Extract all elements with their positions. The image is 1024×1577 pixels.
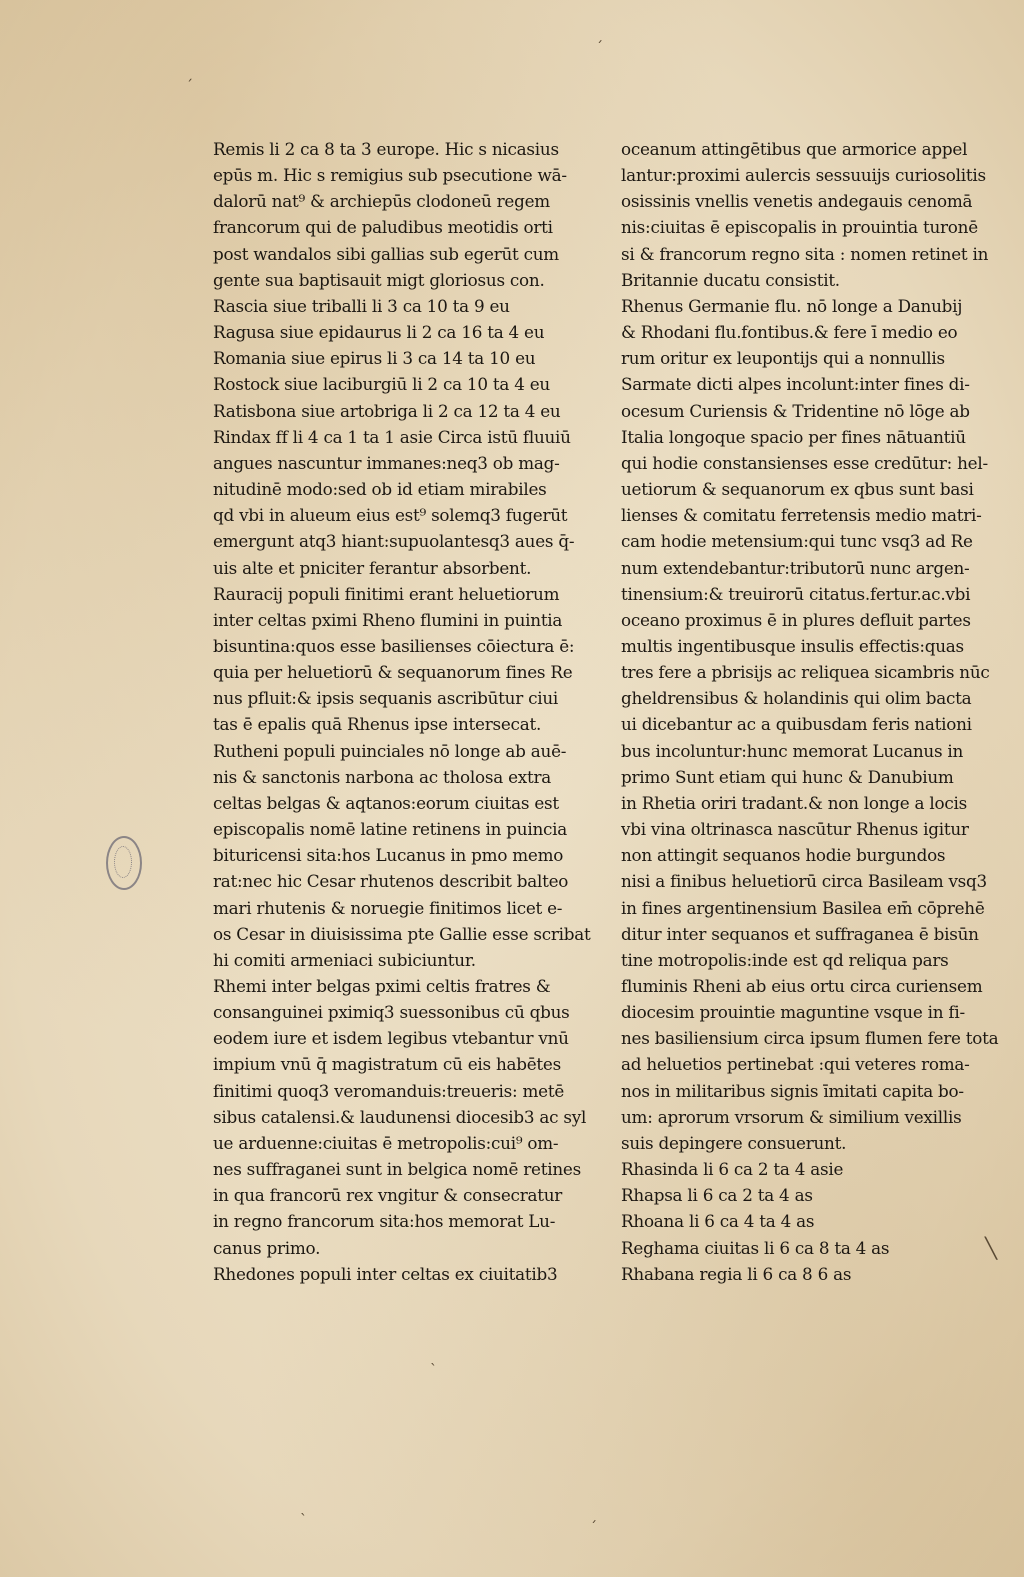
ink-speck: ˎ — [300, 1500, 307, 1516]
text-line: Remis li 2 ca 8 ta 3 europe. Hic s nicasius — [213, 139, 559, 159]
text-line: in Rhetia oriri tradant.& non longe a locis — [621, 792, 967, 813]
text-line: bituricensi sita:hos Lucanus in pmo memo — [213, 845, 564, 866]
text-line: francorum qui de paludibus meotidis orti — [213, 217, 553, 238]
text-line: ditur inter sequanos et suffraganea ē bisūn — [621, 923, 979, 944]
text-line: suis depingere consuerunt. — [621, 1132, 847, 1153]
text-line: Rhoana li 6 ca 4 ta 4 as — [621, 1211, 815, 1232]
text-line: um: aprorum vrsorum & similium vexillis — [621, 1106, 962, 1127]
text-line: celtas belgas & aqtanos:eorum ciuitas est — [213, 792, 559, 813]
text-line: os Cesar in diuisissima pte Gallie esse scribat — [213, 923, 591, 944]
text-line: Rutheni populi puinciales nō longe ab auē- — [213, 740, 567, 761]
text-line: nis:ciuitas ē episcopalis in prouintia turonē — [621, 217, 978, 238]
text-line: hi comiti armeniaci subiciuntur. — [213, 949, 476, 970]
text-line: nus pfluit:& ipsis sequanis ascribūtur ciui — [213, 688, 559, 709]
ink-speck: ˎ — [430, 1350, 437, 1366]
text-line: nes basiliensium circa ipsum flumen fere tota — [621, 1028, 999, 1049]
text-line: si & francorum regno sita : nomen retinet in — [621, 243, 989, 264]
text-line: quia per heluetiorū & sequanorum fines Re — [213, 662, 573, 683]
text-line: rum oritur ex leupontijs qui a nonnullis — [621, 348, 945, 369]
text-line: in qua francorū rex vngitur & consecratur — [213, 1185, 563, 1206]
text-line: lantur:proximi aulercis sessuuijs curiosolitis — [621, 165, 986, 186]
text-line: canus primo. — [213, 1237, 321, 1258]
text-line: consanguinei pximiq3 suessonibus cū qbus — [213, 1002, 570, 1023]
text-line: uetiorum & sequanorum ex qbus sunt basi — [621, 479, 974, 500]
text-line: Rascia siue triballi li 3 ca 10 ta 9 eu — [213, 295, 510, 316]
text-line: Rauracij populi finitimi erant heluetiorum — [213, 583, 560, 604]
text-line: diocesim prouintie maguntine vsque in fi- — [621, 1002, 965, 1023]
left-text-column — [213, 136, 591, 1287]
text-line: nes suffraganei sunt in belgica nomē retines — [213, 1159, 581, 1180]
text-line: in fines argentinensium Basilea em̄ cōprehē — [621, 897, 985, 918]
text-line: dalorū nat⁹ & archiepūs clodoneū regem — [213, 191, 550, 212]
text-line: sibus catalensi.& laudunensi diocesib3 ac syl — [213, 1106, 587, 1127]
text-line: cam hodie metensium:qui tunc vsq3 ad Re — [621, 531, 973, 552]
text-line: Rhenus Germanie flu. nō longe a Danubij — [621, 295, 963, 316]
text-line: gente sua baptisauit migt gloriosus con. — [213, 269, 545, 290]
text-line: Reghama ciuitas li 6 ca 8 ta 4 as — [621, 1237, 890, 1258]
text-line: eodem iure et isdem legibus vtebantur vnū — [213, 1028, 569, 1049]
text-line: primo Sunt etiam qui hunc & Danubium — [621, 766, 954, 787]
text-line: mari rhutenis & noruegie finitimos licet e- — [213, 897, 563, 918]
ink-speck: ˊ — [590, 1520, 597, 1536]
text-line: finitimi quoq3 veromanduis:treueris: metē — [213, 1080, 565, 1101]
ink-speck: ╲ — [985, 1236, 998, 1260]
right-text-column — [621, 136, 999, 1287]
text-line: qui hodie constansienses esse credūtur: hel- — [621, 452, 988, 473]
text-line: vbi vina oltrinasca nascūtur Rhenus igitur — [621, 819, 969, 840]
text-line: Italia longoque spacio per fines nātuantiū — [621, 426, 966, 447]
text-line: ui dicebantur ac a quibusdam feris nationi — [621, 714, 972, 735]
text-line: tinensium:& treuirorū citatus.fertur.ac.vbi — [621, 583, 971, 604]
text-line: rat:nec hic Cesar rhutenos describit balteo — [213, 871, 569, 892]
text-line: inter celtas pximi Rheno flumini in puintia — [213, 609, 563, 630]
text-line: nos in militaribus signis īmitati capita bo- — [621, 1080, 964, 1101]
text-line: angues nascuntur immanes:neq3 ob mag- — [213, 452, 560, 473]
text-line: emergunt atq3 hiant:supuolantesq3 aues q̄- — [213, 531, 575, 552]
text-line: gheldrensibus & holandinis qui olim bacta — [621, 688, 972, 709]
text-line: Rhedones populi inter celtas ex ciuitatib3 — [213, 1263, 558, 1284]
text-line: multis ingentibusque insulis effectis:quas — [621, 635, 964, 656]
ink-speck: ˊ — [596, 40, 603, 56]
text-line: Ratisbona siue artobriga li 2 ca 12 ta 4 eu — [213, 400, 561, 421]
text-line: non attingit sequanos hodie burgundos — [621, 845, 946, 866]
text-line: qd vbi in alueum eius est⁹ solemq3 fugerūt — [213, 505, 568, 526]
text-line: Sarmate dicti alpes incolunt:inter fines di- — [621, 374, 970, 395]
text-line: nitudinē modo:sed ob id etiam mirabiles — [213, 479, 547, 500]
text-line: num extendebantur:tributorū nunc argen- — [621, 557, 970, 578]
text-line: impium vnū q̄ magistratum cū eis habētes — [213, 1054, 561, 1075]
text-line: Rhemi inter belgas pximi celtis fratres & — [213, 976, 551, 996]
text-line: episcopalis nomē latine retinens in puincia — [213, 819, 568, 840]
text-line: tine motropolis:inde est qd reliqua pars — [621, 949, 949, 970]
text-line: epūs m. Hic s remigius sub psecutione wā- — [213, 165, 567, 186]
text-line: ocesum Curiensis & Tridentine nō lōge ab — [621, 400, 970, 421]
text-line: uis alte et pniciter ferantur absorbent. — [213, 557, 532, 578]
text-line: osissinis vnellis venetis andegauis cenomā — [621, 191, 973, 212]
text-line: oceano proximus ē in plures defluit partes — [621, 609, 971, 630]
text-line: post wandalos sibi gallias sub egerūt cum — [213, 243, 559, 264]
text-line: Rostock siue laciburgiū li 2 ca 10 ta 4 eu — [213, 374, 550, 395]
text-line: tres fere a pbrisijs ac reliquea sicambris nūc — [621, 662, 990, 683]
text-line: nisi a finibus heluetiorū circa Basileam vsq3 — [621, 871, 987, 892]
text-line: Romania siue epirus li 3 ca 14 ta 10 eu — [213, 348, 536, 369]
text-line: Britannie ducatu consistit. — [621, 269, 840, 290]
text-line: bisuntina:quos esse basilienses cōiectura ē: — [213, 635, 575, 656]
text-line: ad heluetios pertinebat :qui veteres roma- — [621, 1054, 970, 1075]
text-line: oceanum attingētibus que armorice appel — [621, 139, 968, 159]
text-line: nis & sanctonis narbona ac tholosa extra — [213, 766, 551, 787]
ink-speck: ˏ — [186, 66, 193, 82]
text-line: Rhabana regia li 6 ca 8 6 as — [621, 1263, 852, 1284]
text-line: in regno francorum sita:hos memorat Lu- — [213, 1211, 556, 1232]
text-line: Rhapsa li 6 ca 2 ta 4 as — [621, 1185, 813, 1206]
text-line: ue arduenne:ciuitas ē metropolis:cui⁹ om- — [213, 1132, 559, 1153]
library-stamp — [106, 836, 142, 890]
text-line: & Rhodani flu.fontibus.& fere ī medio eo — [621, 322, 958, 343]
text-line: bus incoluntur:hunc memorat Lucanus in — [621, 740, 964, 761]
text-line: Ragusa siue epidaurus li 2 ca 16 ta 4 eu — [213, 322, 545, 343]
text-line: tas ē epalis quā Rhenus ipse intersecat. — [213, 714, 542, 735]
text-line: fluminis Rheni ab eius ortu circa curiensem — [621, 976, 983, 996]
text-line: Rindax ff li 4 ca 1 ta 1 asie Circa istū fluuiū — [213, 426, 571, 447]
text-line: Rhasinda li 6 ca 2 ta 4 asie — [621, 1159, 844, 1180]
text-line: lienses & comitatu ferretensis medio matri- — [621, 505, 982, 526]
